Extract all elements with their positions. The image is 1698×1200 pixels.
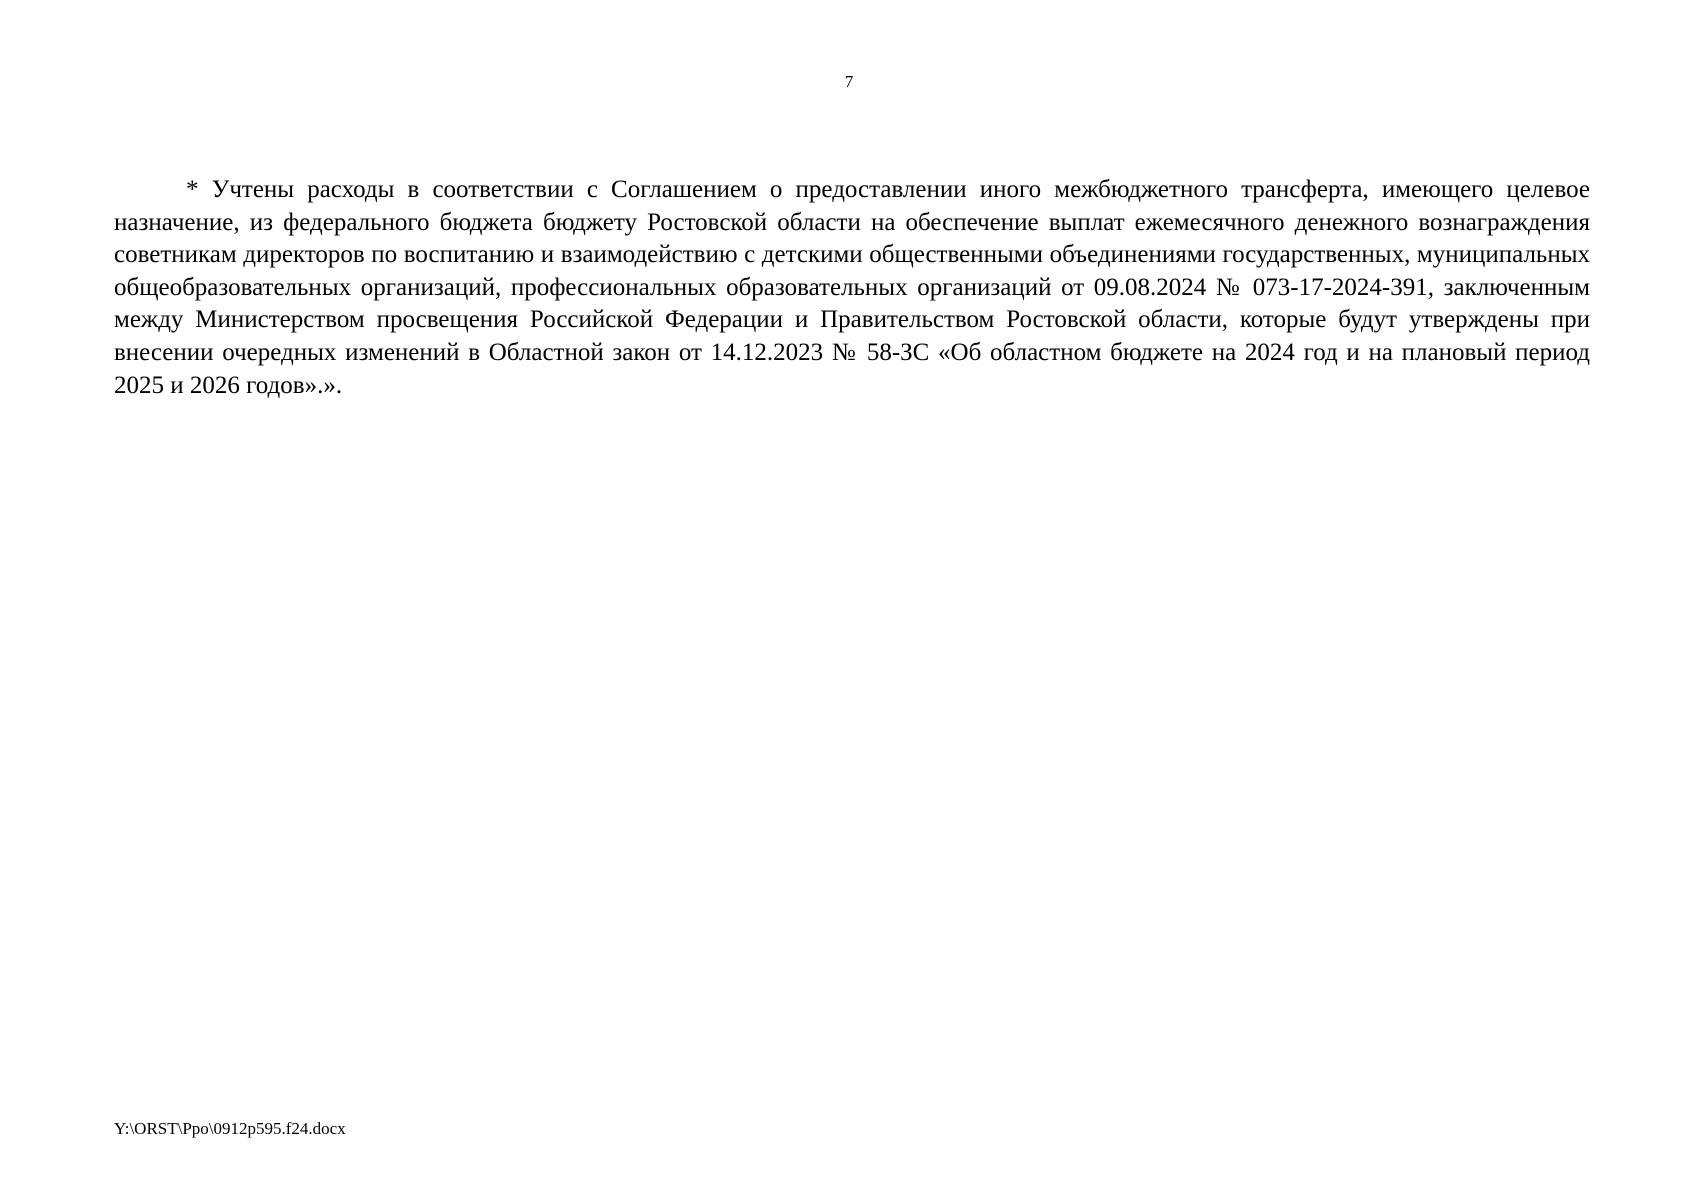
- footnote-paragraph: * Учтены расходы в соответствии с Соглашением о предоставлении иного межбюджетного трансферта, имеющего целевое назначение, из федерального бюджета бюджету Ростовской области на обеспечение выплат ежемесячного денежного вознаграждения советникам директоров по воспитанию и взаимодействию с детскими общественными объединениями государственных, муниципальных общеобразовательных организаций, профессиональных образовательных организаций от 09.08.2024 № 073-17-2024-391, заключенным между Министерством просвещения Российской Федерации и Правительством Ростовской области, которые будут утверждены при внесении очередных изменений в Областной закон от 14.12.2023 № 58-ЗС «Об областном бюджете на 2024 год и на плановый период 2025 и 2026 годов».».: [114, 176, 1590, 399]
- footer-file-path: Y:\ORST\Ppo\0912p595.f24.docx: [114, 1119, 346, 1138]
- page-number: 7: [844, 72, 854, 91]
